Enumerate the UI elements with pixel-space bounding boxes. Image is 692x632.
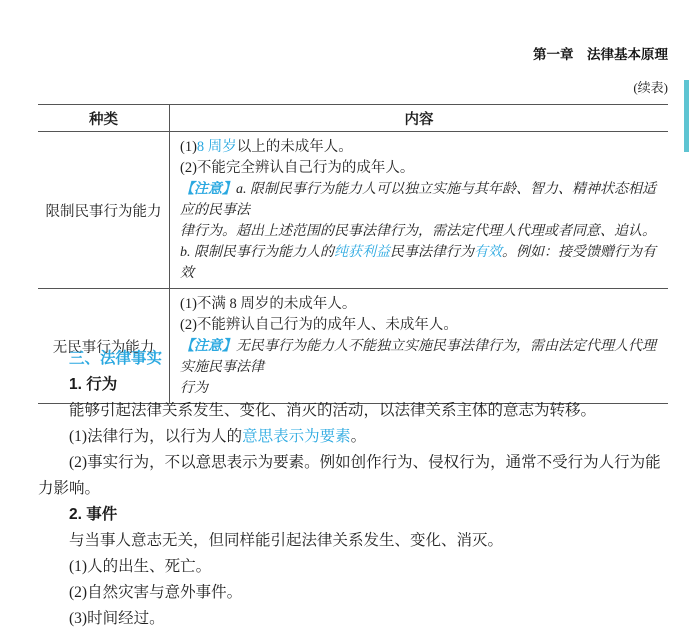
- note-label: 【注意】: [180, 339, 236, 354]
- list-item: (3)时间经过。: [69, 610, 165, 627]
- chapter-title: 第一章 法律基本原理: [533, 47, 668, 62]
- text-segment: 。例如：接受馈赠行为有效: [180, 245, 656, 281]
- text-segment: 。: [350, 428, 367, 445]
- paragraph: (2)事实行为，不以意思表示为要素。例如创作行为、侵权行为，通常不受行为人行为能: [69, 454, 661, 471]
- text-segment: (1): [180, 139, 197, 155]
- content-line: (2)不能完全辨认自己行为的成年人。: [180, 160, 415, 176]
- paragraph: 与当事人意志无关，但同样能引起法律关系发生、变化、消灭。: [69, 532, 504, 549]
- note-line: [180, 242, 660, 284]
- note-line: [180, 179, 660, 221]
- category-cell: 无民事行为能力: [52, 339, 155, 356]
- category-cell: 限制民事行为能力: [45, 203, 162, 220]
- continued-table-label: (续表): [633, 80, 668, 95]
- text-segment: b. 限制民事行为能力人的: [180, 245, 334, 260]
- note-label: 【注意】: [180, 182, 236, 197]
- col-header-type: 种类: [89, 111, 118, 128]
- text-segment: (1)法律行为，以行为人的: [69, 428, 243, 445]
- table-header-row: [38, 105, 668, 132]
- text-segment: a. 限制民事行为能力人可以独立实施与其年龄、智力、精神状态相适应的民事法: [180, 182, 656, 218]
- text-segment: 以上的未成年人。: [236, 139, 353, 155]
- text-segment: 民事法律行为: [390, 245, 474, 260]
- item-title-act: 1. 行为: [69, 376, 118, 393]
- highlight-text: 有效: [474, 245, 502, 260]
- section-heading: 三、法律事实: [69, 350, 163, 367]
- item-title-event: 2. 事件: [69, 506, 118, 523]
- highlight-text: 8 周岁: [196, 139, 237, 155]
- content-line: (1)不满 8 周岁的未成年人。: [180, 296, 357, 312]
- content-line: [180, 137, 660, 158]
- content-cell: [169, 132, 668, 288]
- list-item: (2)自然灾害与意外事件。: [69, 584, 243, 601]
- paragraph: [38, 424, 670, 450]
- col-header-content: 内容: [169, 105, 668, 131]
- highlight-bar: [684, 80, 689, 152]
- highlight-text: 纯获利益: [334, 245, 390, 260]
- paragraph-continuation: 力影响。: [38, 480, 101, 497]
- legal-facts-section: [38, 346, 670, 632]
- list-item: (1)人的出生、死亡。: [69, 558, 212, 575]
- table-row-limited-capacity: [38, 132, 668, 289]
- paragraph: 能够引起法律关系发生、变化、消灭的活动，以法律关系主体的意志为转移。: [69, 402, 597, 419]
- note-line: 律行为。超出上述范围的民事法律行为，需法定代理人代理或者同意、追认。: [180, 224, 656, 239]
- text-segment: 无民事行为能力人不能独立实施民事法律行为，需由法定代理人代理实施民事法律: [180, 339, 656, 375]
- highlight-text: 意思表示为要素: [242, 428, 351, 445]
- content-line: (2)不能辨认自己行为的成年人、未成年人。: [180, 317, 458, 333]
- note-line: 行为: [180, 381, 208, 396]
